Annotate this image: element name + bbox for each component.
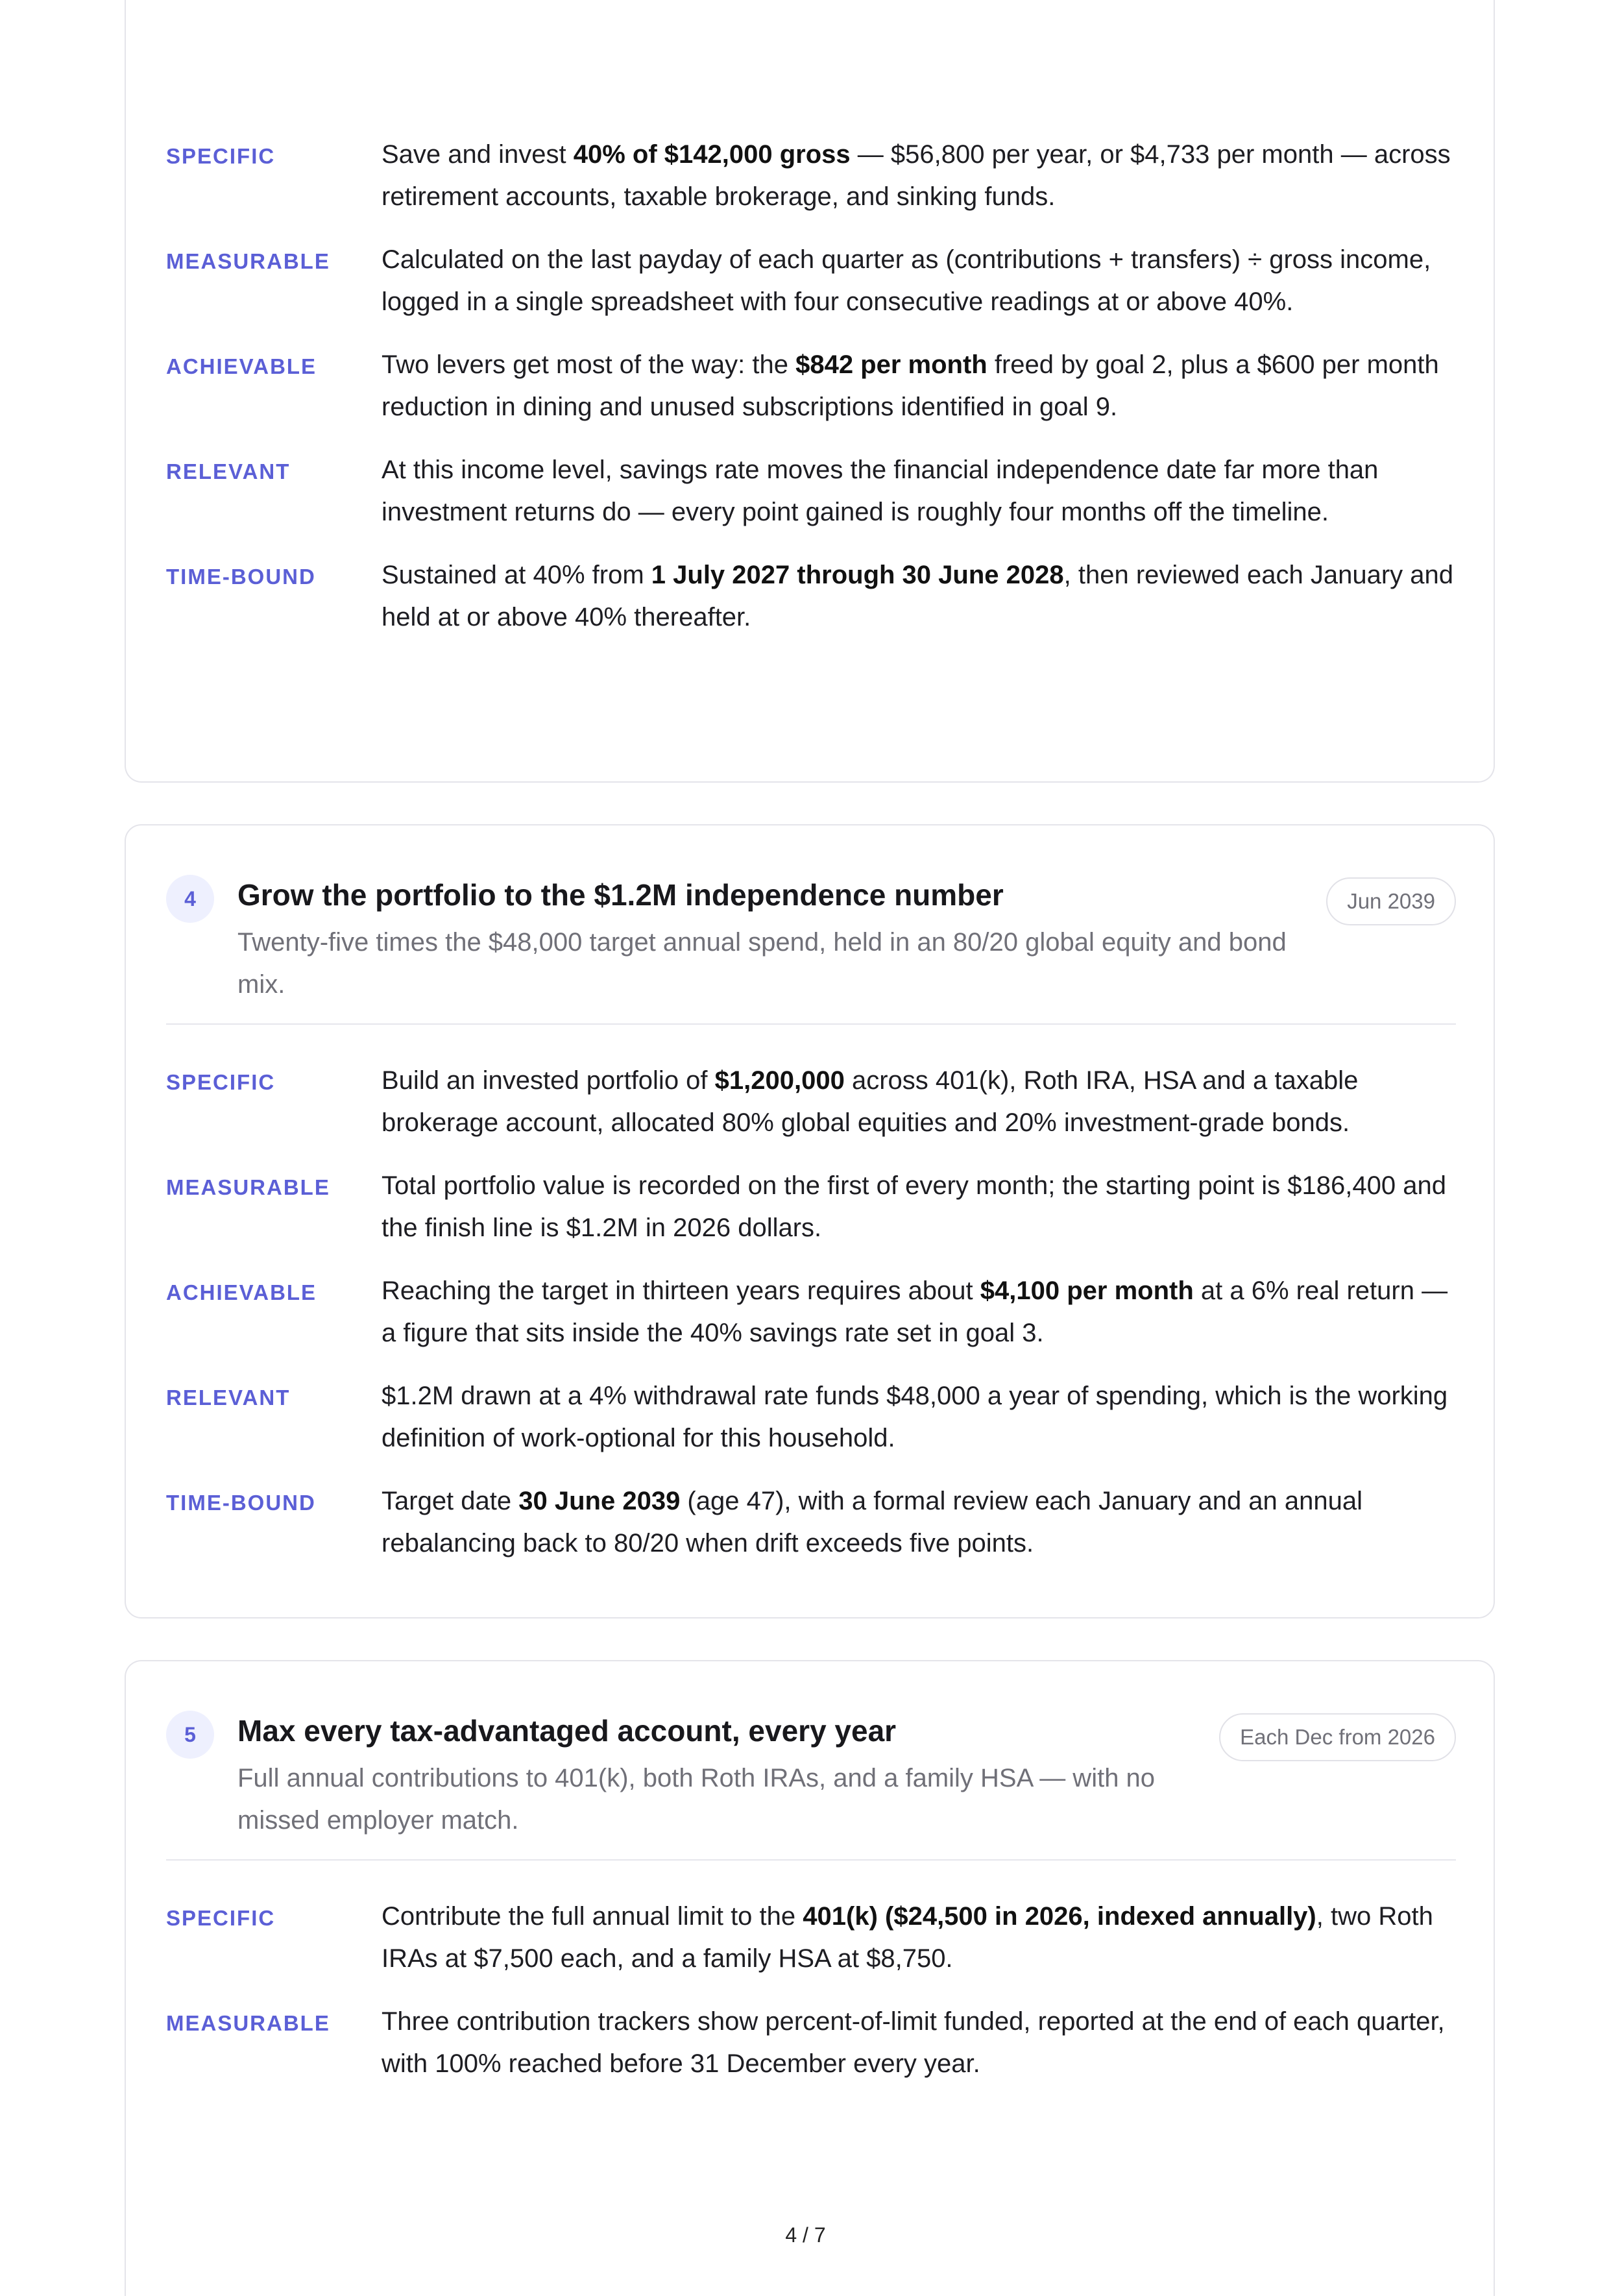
smart-text <box>382 554 1456 639</box>
goal-title: Grow the portfolio to the $1.2M independence number <box>237 878 1004 912</box>
smart-text <box>382 1480 1456 1565</box>
goal-subtitle: Twenty-five times the $48,000 target annual spend, held in an 80/20 global equity and bond mix. <box>237 928 1287 999</box>
smart-text-part: Build an invested portfolio of <box>382 1066 715 1095</box>
goal-subtitle: Full annual contributions to 401(k), both Roth IRAs, and a family HSA — with no missed employer match. <box>237 1764 1156 1835</box>
smart-text-part: Three contribution trackers show percent-of-limit funded, reported at the end of each quarter, with 100% reached before 31 December every year. <box>382 2007 1445 2078</box>
smart-text-part: Total portfolio value is recorded on the first of every month; the starting point is $186,400 and the finish line is $1.2M in 2026 dollars. <box>382 1171 1446 1242</box>
smart-text <box>382 1270 1456 1354</box>
goal-card-3 <box>125 0 1495 783</box>
smart-text-part: Calculated on the last payday of each quarter as (contributions + transfers) ÷ gross income, logged in a single spreadsheet with four consecutive readings at or above 40%. <box>382 245 1431 316</box>
smart-text-emphasis: 1 July 2027 through 30 June 2028 <box>651 561 1064 589</box>
divider <box>166 1859 1456 1861</box>
smart-label: MEASURABLE <box>166 2011 330 2035</box>
smart-text-emphasis: $1,200,000 <box>714 1066 845 1095</box>
smart-text-emphasis: $4,100 per month <box>980 1276 1194 1305</box>
smart-text <box>382 1896 1456 1980</box>
goal-header <box>166 1704 1456 1835</box>
smart-text-part: Reaching the target in thirteen years requires about <box>382 1276 980 1305</box>
smart-row-measurable <box>166 1165 1456 1249</box>
smart-row-relevant <box>166 449 1456 533</box>
smart-label: MEASURABLE <box>166 1175 330 1199</box>
smart-label: RELEVANT <box>166 1386 291 1410</box>
smart-row-achievable <box>166 344 1456 428</box>
smart-text-part: , then reviewed each January and held at or above 40% thereafter. <box>382 561 1454 631</box>
smart-row-relevant <box>166 1375 1456 1459</box>
goal-date-pill: Jun 2039 <box>1326 877 1456 925</box>
smart-text-part: $1.2M drawn at a 4% withdrawal rate funds $48,000 a year of spending, which is the working definition of work-optional for this household. <box>382 1382 1448 1452</box>
smart-text-emphasis: 40% of $142,000 gross <box>573 140 851 169</box>
smart-text-part: freed by goal 2, plus a $600 per month reduction in dining and unused subscriptions identified in goal 9. <box>382 350 1439 421</box>
smart-row-measurable <box>166 239 1456 323</box>
smart-label: SPECIFIC <box>166 1906 276 1930</box>
goal-card-5 <box>125 1660 1495 2296</box>
goal-title: Max every tax-advantaged account, every year <box>237 1714 897 1748</box>
smart-text <box>382 1165 1456 1249</box>
page-number: 4 / 7 <box>785 2223 826 2247</box>
smart-row-specific <box>166 1896 1456 1980</box>
smart-label: TIME-BOUND <box>166 1491 316 1515</box>
smart-row-measurable <box>166 2001 1456 2085</box>
smart-text-part: Two levers get most of the way: the <box>382 350 796 379</box>
smart-row-achievable <box>166 1270 1456 1354</box>
smart-label: SPECIFIC <box>166 144 276 168</box>
smart-row-time-bound <box>166 1480 1456 1565</box>
smart-label: ACHIEVABLE <box>166 354 317 378</box>
smart-text <box>382 134 1456 218</box>
smart-text-part: at a 6% real return — a figure that sits inside the 40% savings rate set in goal 3. <box>382 1276 1448 1347</box>
smart-rows <box>166 1896 1456 2106</box>
smart-text-emphasis: 401(k) ($24,500 in 2026, indexed annually) <box>803 1902 1316 1931</box>
smart-label: ACHIEVABLE <box>166 1280 317 1304</box>
smart-row-time-bound <box>166 554 1456 639</box>
smart-text-part: (age 47), with a formal review each January and an annual rebalancing back to 80/20 when drift exceeds five points. <box>382 1487 1363 1557</box>
smart-text <box>382 344 1456 428</box>
smart-text-part: Contribute the full annual limit to the <box>382 1902 803 1931</box>
goal-card-4 <box>125 824 1495 1618</box>
smart-label: TIME-BOUND <box>166 565 316 589</box>
smart-label: RELEVANT <box>166 459 291 483</box>
smart-text <box>382 1375 1456 1459</box>
smart-row-specific <box>166 134 1456 218</box>
goal-header <box>166 868 1456 999</box>
smart-rows <box>166 1060 1456 1585</box>
goal-number-badge: 4 <box>166 875 214 923</box>
smart-text <box>382 449 1456 533</box>
goal-date-pill: Each Dec from 2026 <box>1219 1713 1456 1761</box>
smart-text-part: Sustained at 40% from <box>382 561 651 589</box>
smart-text-part: , two Roth IRAs at $7,500 each, and a family HSA at $8,750. <box>382 1902 1433 1973</box>
smart-text <box>382 239 1456 323</box>
goal-number-badge: 5 <box>166 1711 214 1759</box>
smart-text-emphasis: 30 June 2039 <box>518 1487 681 1515</box>
smart-rows <box>166 134 1456 659</box>
smart-text-part: — $56,800 per year, or $4,733 per month — across retirement accounts, taxable brokerage, and sinking funds. <box>382 140 1451 211</box>
smart-text-part: Save and invest <box>382 140 574 169</box>
smart-text <box>382 2001 1456 2085</box>
smart-text-part: At this income level, savings rate moves the financial independence date far more than investment returns do — every point gained is roughly four months off the timeline. <box>382 456 1379 526</box>
smart-label: SPECIFIC <box>166 1070 276 1094</box>
smart-row-specific <box>166 1060 1456 1144</box>
smart-text-part: Target date <box>382 1487 519 1515</box>
divider <box>166 1023 1456 1025</box>
smart-text-part: across 401(k), Roth IRA, HSA and a taxable brokerage account, allocated 80% global equities and 20% investment-grade bonds. <box>382 1066 1359 1137</box>
smart-label: MEASURABLE <box>166 249 330 273</box>
smart-text-emphasis: $842 per month <box>795 350 987 379</box>
smart-text <box>382 1060 1456 1144</box>
